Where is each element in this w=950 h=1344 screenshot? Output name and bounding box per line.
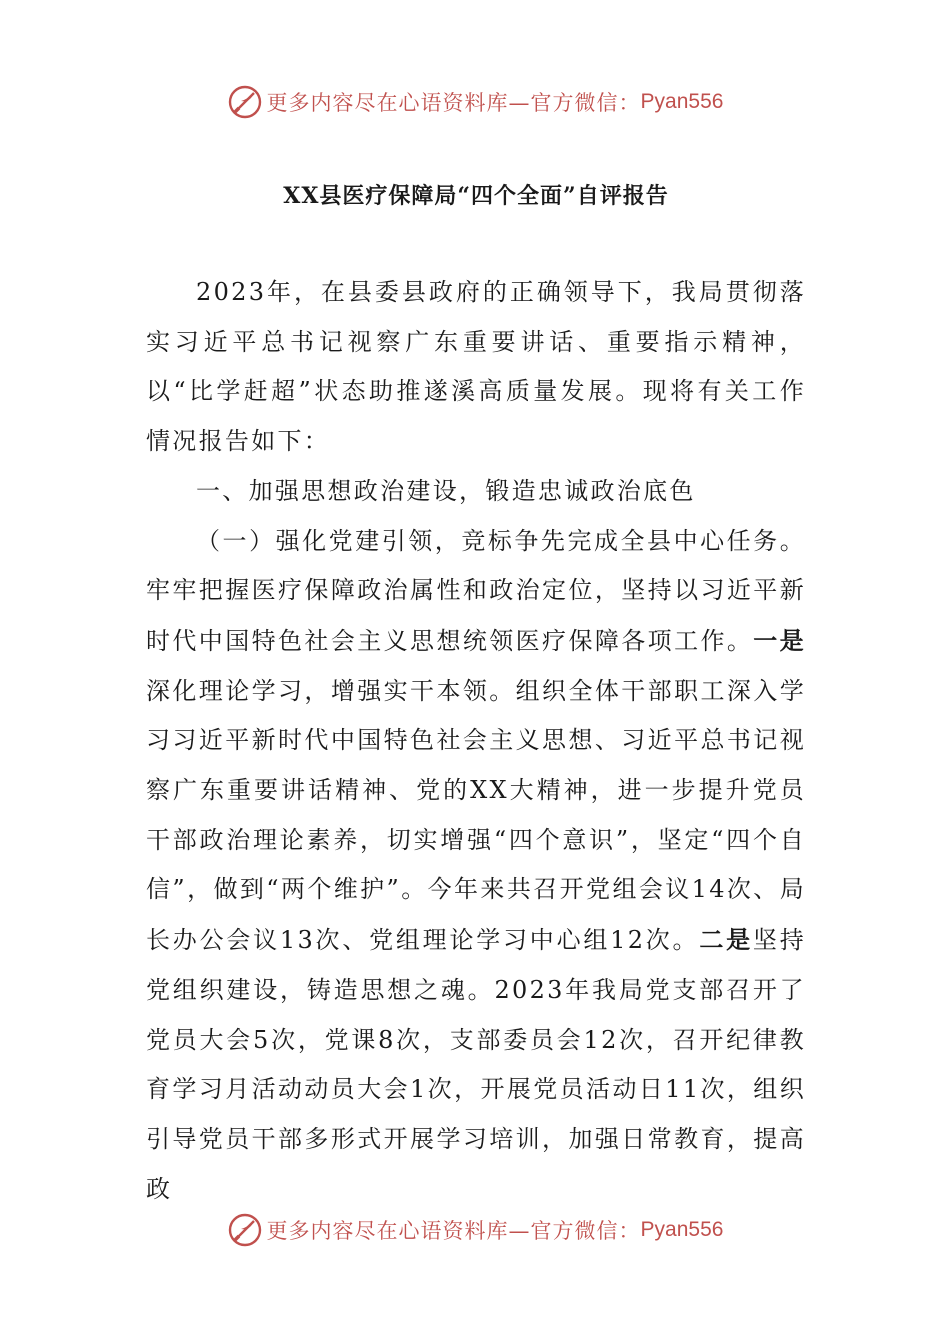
footer-banner (0, 1210, 950, 1250)
document-body (146, 176, 806, 1214)
body-paragraph (146, 517, 806, 1215)
section-heading: 一、加强思想政治建设，锻造忠诚政治底色 (196, 476, 696, 505)
subsection-intro: （一）强化党建引领，竞标争先完成全县中心任务。牢牢把握医疗保障政治属性和政治定位，坚持以习近平新时代中国特色社会主义思想统领医疗保障各项工作。 (146, 526, 806, 655)
document-title: XX县医疗保障局“四个全面”自评报告 (283, 183, 669, 209)
banner-text: 更多内容尽在心语资料库—官方微信： (266, 91, 641, 115)
point-one-text: 深化理论学习，增强实干本领。组织全体干部职工深入学习习近平新时代中国特色社会主义思想、习近平总书记视察广东重要讲话精神、党的XX大精神，进一步提升党员干部政治理论素养，切实增强“四个意识”，坚定“四个自信”，做到“两个维护”。今年来共召开党组会议14次、局长办公会议13次、党组理论学习中心组12次。 (146, 676, 806, 955)
point-two-label: 二是 (699, 925, 753, 955)
banner-text: 更多内容尽在心语资料库—官方微信： (266, 1219, 641, 1243)
header-banner (0, 82, 950, 122)
intro-paragraph: 2023年，在县委县政府的正确领导下，我局贯彻落实习近平总书记视察广东重要讲话、重要指示精神，以“比学赶超”状态助推遂溪高质量发展。现将有关工作情况报告如下： (146, 278, 806, 456)
quill-logo-icon (227, 84, 263, 120)
banner-wechat-id: Pyan556 (640, 1218, 724, 1241)
banner-wechat-id: Pyan556 (640, 90, 724, 113)
quill-logo-icon (227, 1212, 263, 1248)
point-two-text: 坚持党组织建设，铸造思想之魂。2023年我局党支部召开了党员大会5次，党课8次，支部委员会12次，召开纪律教育学习月活动动员大会1次，开展党员活动日11次，组织引导党员干部多形式开展学习培训，加强日常教育，提高政 (146, 926, 806, 1203)
point-one-label: 一是 (753, 625, 806, 655)
